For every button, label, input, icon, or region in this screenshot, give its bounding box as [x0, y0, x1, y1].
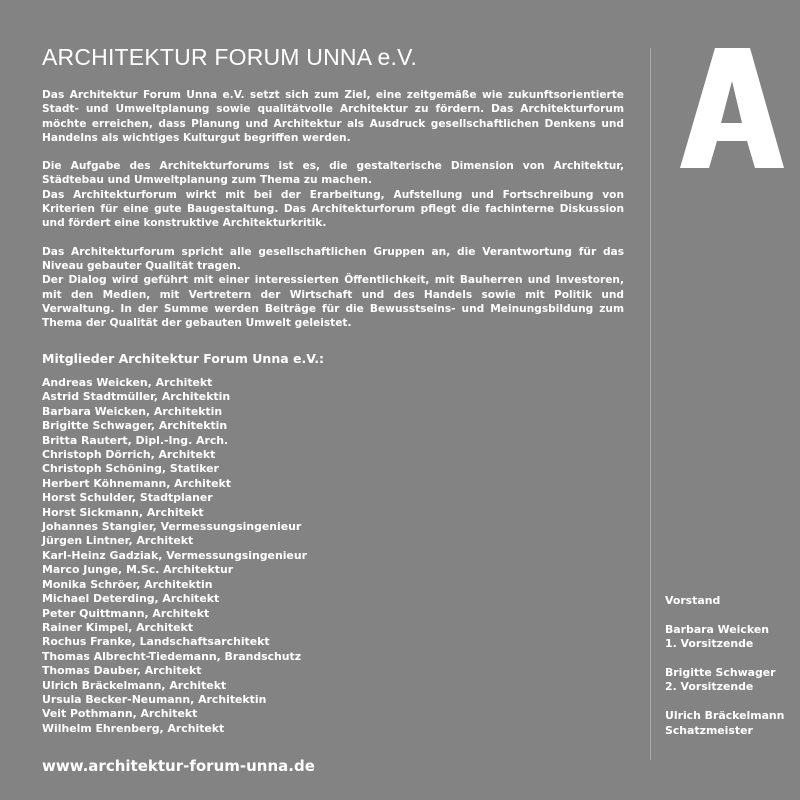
member-item: Andreas Weicken, Architekt	[42, 376, 213, 389]
intro-paragraph: Das Architektur Forum Unna e.V. setzt sich zum Ziel, eine zeitgemäße wie zukunftsorientierte Stadt- und Umweltplanung sowie qualitätvolle Architektur zu fördern. Das Architekturforum möchte erreichen, dass Planung und Architektur als Ausdruck gesellschaftlichen Denkens und Handelns als wichtiges Kulturgut begriffen werden.	[42, 89, 624, 144]
members-list	[42, 376, 307, 736]
board-member-role: Schatzmeister	[665, 723, 753, 737]
letter-a-logo-icon	[680, 48, 784, 168]
intro-paragraph: Das Architekturforum spricht alle gesellschaftlichen Gruppen an, die Verantwortung für das Niveau gebauter Qualität tragen.	[42, 245, 624, 272]
member-item: Karl-Heinz Gadziak, Vermessungsingenieur	[42, 548, 307, 562]
member-item: Christoph Schöning, Statiker	[42, 462, 219, 476]
member-item: Rochus Franke, Landschaftsarchitekt	[42, 635, 270, 649]
member-item: Rainer Kimpel, Architekt	[42, 620, 193, 634]
member-item: Peter Quittmann, Architekt	[42, 606, 210, 620]
board-member-name: Ulrich Bräckelmann	[665, 709, 785, 723]
intro-paragraph: Der Dialog wird geführt mit einer interessierten Öffentlichkeit, mit Bauherren und Investoren, mit den Medien, mit Vertretern der Wirtschaft und des Handels sowie mit Politik und Verwaltung. In der Summe werden Beiträge für die Bewusstseins- und Meinungsbildung zum Thema der Qualität der gebauten Umwelt geleistet.	[42, 274, 624, 330]
member-item: Marco Junge, M.Sc. Architektur	[42, 563, 234, 577]
board-member-name: Barbara Weicken	[665, 622, 769, 636]
member-item: Ulrich Bräckelmann, Architekt	[42, 678, 227, 692]
vertical-divider	[650, 48, 651, 760]
board-member-role: 1. Vorsitzende	[665, 637, 754, 651]
member-item: Herbert Köhnemann, Architekt	[42, 476, 231, 490]
board-member	[665, 709, 784, 738]
member-item: Thomas Dauber, Architekt	[42, 664, 202, 678]
logo-a-shape	[680, 48, 784, 168]
board-member-role: 2. Vorsitzende	[665, 680, 754, 694]
board-heading: Vorstand	[665, 594, 721, 607]
member-item: Jürgen Lintner, Architekt	[42, 534, 194, 548]
board-member	[665, 666, 784, 695]
member-item: Michael Deterding, Architekt	[42, 592, 220, 606]
intro-paragraph: Das Architekturforum wirkt mit bei der Erarbeitung, Aufstellung und Fortschreibung von Kriterien für eine gute Baugestaltung. Das Architekturforum pflegt die fachinterne Diskussion und fördert eine konstruktive Architekturkritik.	[42, 188, 624, 230]
page-title: ARCHITEKTUR FORUM UNNA e.V.	[42, 44, 418, 70]
member-item: Monika Schröer, Architektin	[42, 577, 213, 591]
member-item: Ursula Becker-Neumann, Architektin	[42, 692, 267, 706]
member-item: Brigitte Schwager, Architektin	[42, 419, 228, 433]
board-section	[665, 594, 784, 738]
member-item: Astrid Stadtmüller, Architektin	[42, 390, 231, 404]
member-item: Veit Pothmann, Architekt	[42, 707, 198, 721]
intro-text	[42, 88, 624, 330]
member-item: Christoph Dörrich, Architekt	[42, 448, 216, 462]
member-item: Thomas Albrecht-Tiedemann, Brandschutz	[42, 649, 302, 663]
member-item: Wilhelm Ehrenberg, Architekt	[42, 721, 225, 735]
board-member-name: Brigitte Schwager	[665, 666, 776, 679]
member-item: Johannes Stangier, Vermessungsingenieur	[42, 520, 302, 534]
member-item: Britta Rautert, Dipl.-Ing. Arch.	[42, 433, 229, 447]
members-heading: Mitglieder Architektur Forum Unna e.V.:	[42, 351, 325, 366]
member-item: Horst Schulder, Stadtplaner	[42, 491, 213, 505]
board-member	[665, 623, 784, 652]
member-item: Barbara Weicken, Architektin	[42, 404, 223, 418]
member-item: Horst Sickmann, Architekt	[42, 505, 204, 519]
website-url: www.architektur-forum-unna.de	[42, 757, 315, 775]
intro-paragraph: Die Aufgabe des Architekturforums ist es, die gestalterische Dimension von Architektur, Städtebau und Umweltplanung zum Thema zu machen.	[42, 160, 624, 187]
